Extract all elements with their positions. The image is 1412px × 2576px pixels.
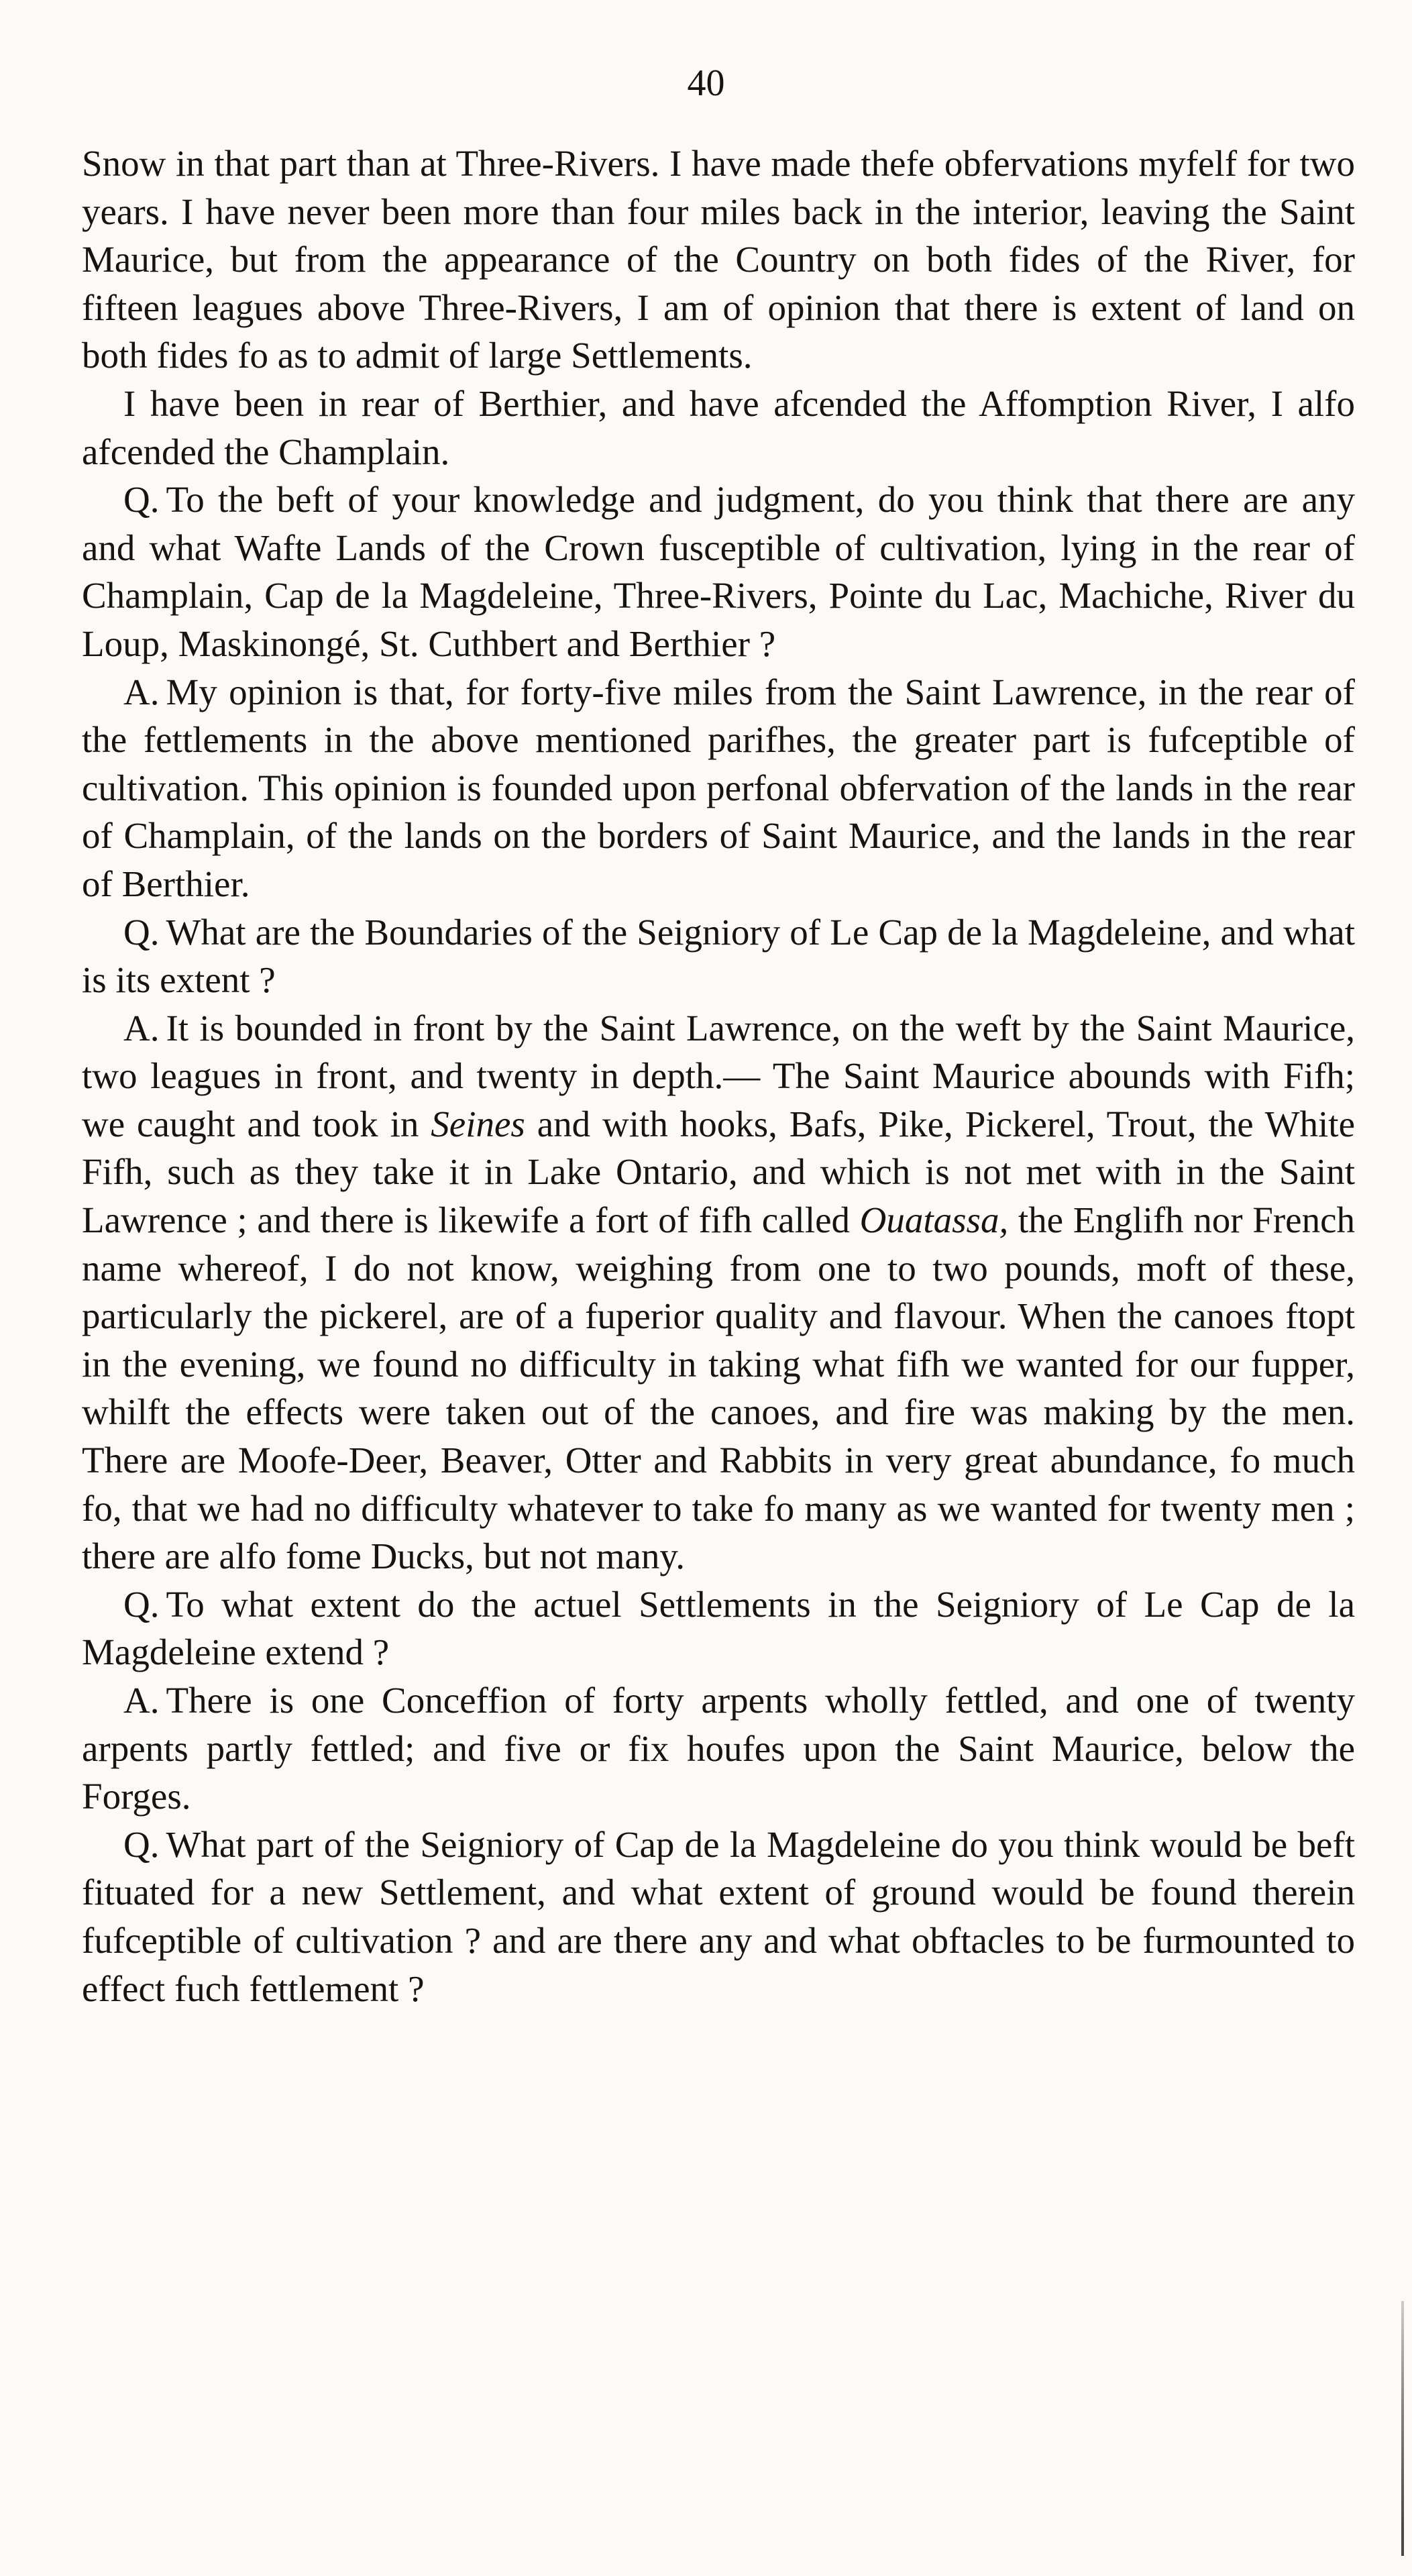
paragraph-text: Snow in that part than at Three-Rivers. I have made thefe obfervations myfelf for two years. I have never been more than four miles back in the interior, leaving the Saint Maurice, but from the appearance of the Country on both fides of the River, for fifteen leagues above Three-Rivers, I am of opinion that there is extent of land on both fides fo as to admit of large Settlements. xyxy=(82,143,1355,376)
paragraph-text: To what extent do the actuel Settlements in the Seigniory of Le Cap de la Magdeleine extend ? xyxy=(82,1583,1355,1673)
answer-marker: A. xyxy=(123,671,160,712)
question-paragraph xyxy=(82,1821,1355,2012)
question-paragraph xyxy=(82,908,1355,1004)
question-paragraph xyxy=(82,1580,1355,1676)
paragraph xyxy=(82,140,1355,380)
question-paragraph xyxy=(82,476,1355,667)
paragraph-text: I have been in rear of Berthier, and have afcended the Affomption River, I alfo afcended the Champlain. xyxy=(82,382,1355,472)
paragraph-text: It is bounded in front by the Saint Lawrence, on the weft by the Saint Maurice, two leagues in front, and twenty in depth.— The Saint Maurice abounds with Fifh; we caught and took in xyxy=(82,1007,1355,1144)
paragraph-text: and with hooks, Bafs, Pike, Pickerel, Trout, the White Fifh, such as they take it in Lake Ontario, and which is not met with in the Saint Lawrence ; and there is likewife a fort of fifh called xyxy=(82,1103,1355,1241)
paragraph xyxy=(82,380,1355,476)
page-number: 40 xyxy=(687,62,725,104)
italic-term: Ouatassa, xyxy=(859,1199,1009,1241)
paragraph-text: There is one Conceffion of forty arpents wholly fettled, and one of twenty arpents partly fettled; and five or fix houfes upon the Saint Maurice, below the Forges. xyxy=(82,1680,1355,1817)
paragraph-text: What are the Boundaries of the Seigniory of Le Cap de la Magdeleine, and what is its extent ? xyxy=(82,911,1355,1001)
answer-paragraph xyxy=(82,1004,1355,1580)
question-marker: Q. xyxy=(123,911,160,953)
paragraph-text: What part of the Seigniory of Cap de la Magdeleine do you think would be beft fituated for a new Settlement, and what extent of ground would be found therein fufceptible of cultivation ? and are there any and what obftacles to be furmounted to effect fuch fettlement ? xyxy=(82,1823,1355,2009)
answer-paragraph xyxy=(82,668,1355,908)
paragraph-text: My opinion is that, for forty-five miles from the Saint Lawrence, in the rear of the fettlements in the above mentioned parifhes, the greater part is fufceptible of cultivation. This opinion is founded upon perfonal obfervation of the lands in the rear of Champlain, of the lands on the borders of Saint Maurice, and the lands in the rear of Berthier. xyxy=(82,671,1355,904)
question-marker: Q. xyxy=(123,1823,160,1865)
body-text xyxy=(82,140,1355,2012)
answer-paragraph xyxy=(82,1676,1355,1821)
question-marker: Q. xyxy=(123,479,160,521)
page-edge-shadow xyxy=(1401,2301,1404,2556)
answer-marker: A. xyxy=(123,1680,160,1721)
paragraph-text: the Englifh nor French name whereof, I do not know, weighing from one to two pounds, moft of these, particularly the pickerel, are of a fuperior quality and flavour. When the canoes ftopt in the evening, we found no difficulty in taking what fifh we wanted for our fupper, whilft the effects were taken out of the canoes, and fire was making by the men. There are Moofe-Deer, Beaver, Otter and Rabbits in very great abundance, fo much fo, that we had no difficulty whatever to take fo many as we wanted for twenty men ; there are alfo fome Ducks, but not many. xyxy=(82,1199,1355,1577)
answer-marker: A. xyxy=(123,1007,160,1049)
question-marker: Q. xyxy=(123,1583,160,1625)
italic-term: Seines xyxy=(431,1103,525,1144)
paragraph-text: To the beft of your knowledge and judgment, do you think that there are any and what Wafte Lands of the Crown fusceptible of cultivation, lying in the rear of Champlain, Cap de la Magdeleine, Three-Rivers, Pointe du Lac, Machiche, River du Loup, Maskinongé, St. Cuthbert and Berthier ? xyxy=(82,479,1355,664)
